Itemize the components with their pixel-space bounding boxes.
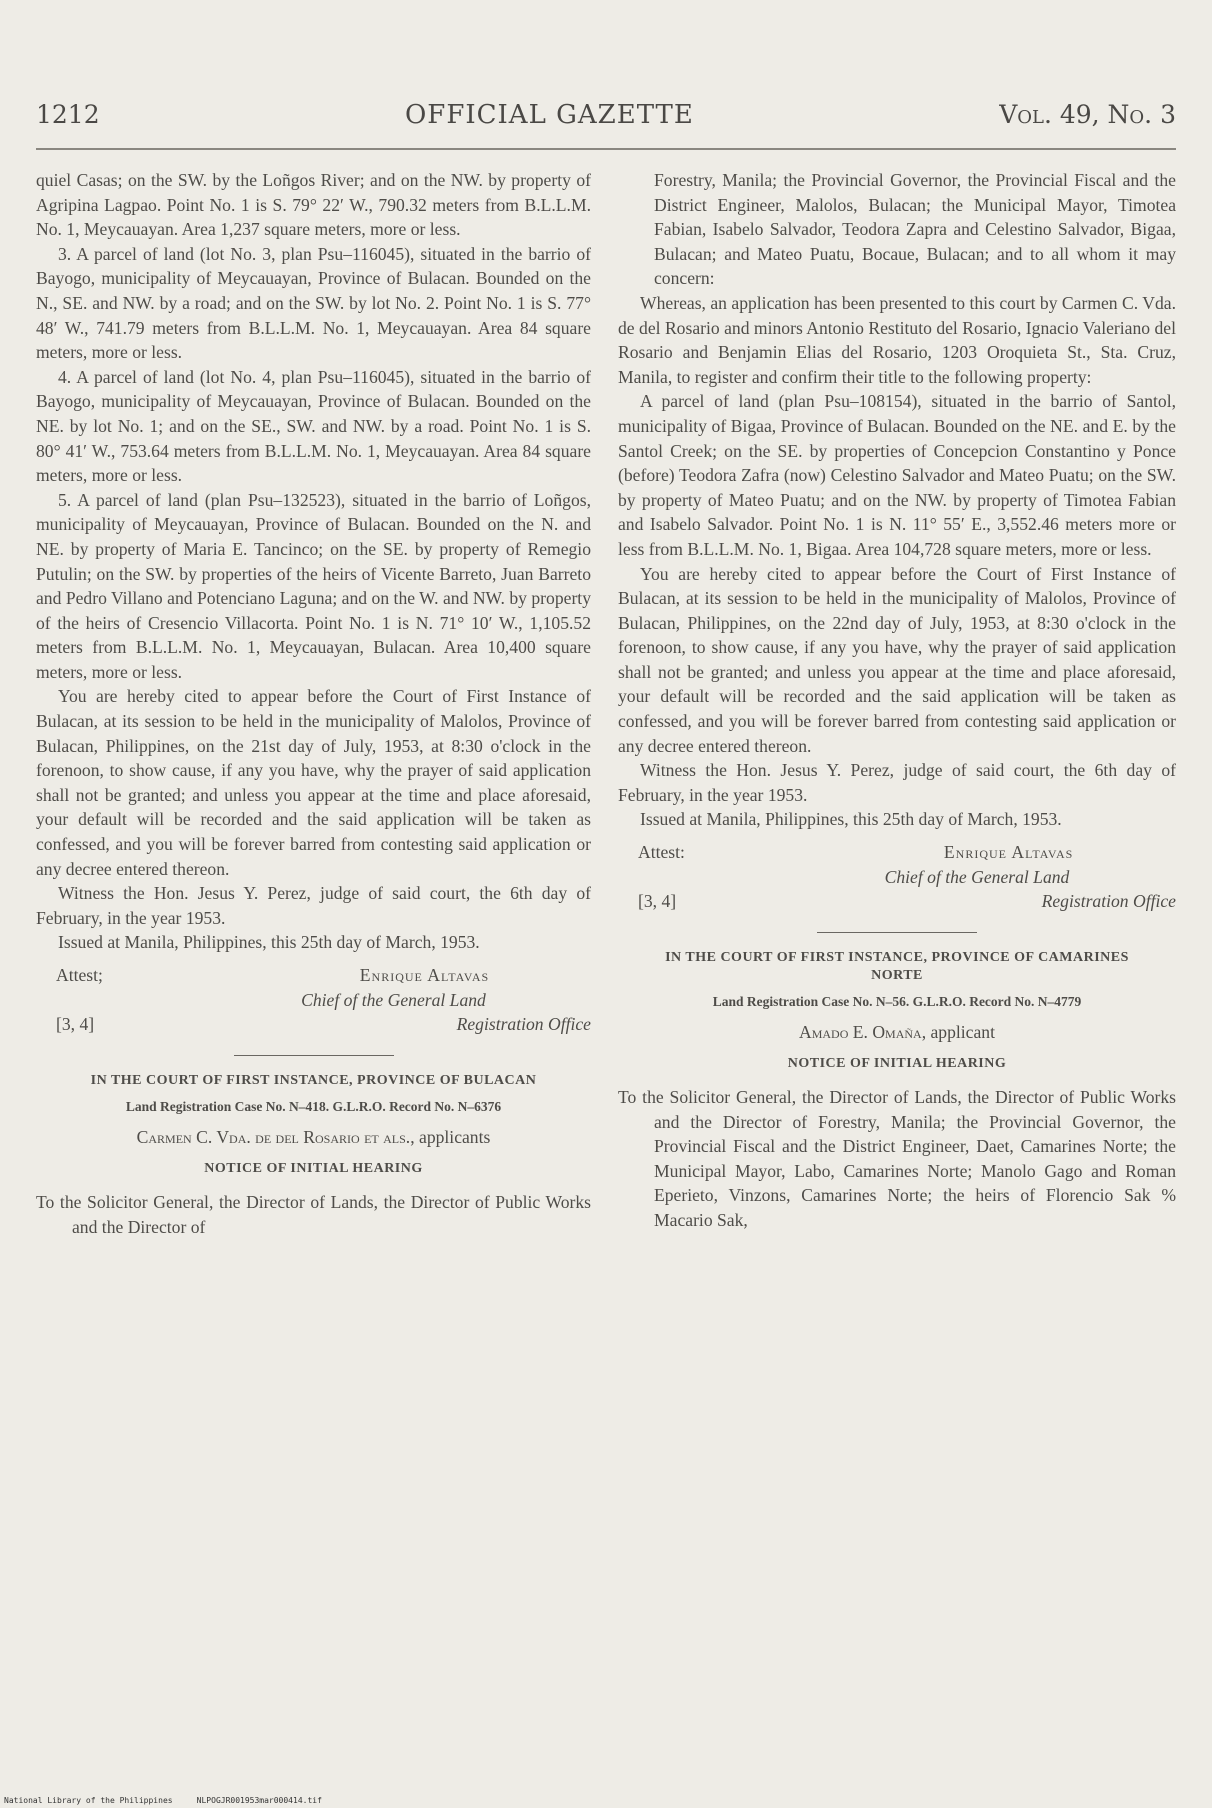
paragraph: You are hereby cited to appear before the Court of First Instance of Bulacan, at its session to be held in the municipality of Malolos, Province of Bulacan, Philippines, on the 21st day of July, 1953, at 8:30 o'clock in the forenoon, to show cause, if any you have, why the prayer of said application shall not be granted; and unless you appear at the time and place aforesaid, your default will be recorded and the said application will be taken as confessed, and you will be forever barred from contesting said application or any decree entered thereon. [36, 686, 591, 879]
page-number: 1212 [36, 100, 100, 129]
left-column [36, 168, 591, 1239]
applicant-line [36, 1125, 591, 1150]
signer-office-line [618, 889, 1176, 914]
applicant-name: Amado E. Omaña, [799, 1021, 927, 1042]
paragraph: 5. A parcel of land (plan Psu–132523), situated in the barrio of Loñgos, municipality of Meycauayan, Province of Bulacan. Bounded on the N. and NE. by property of Maria E. Tancinco; on the SE. by property of Remegio Putulin; on the SW. by properties of the heirs of Vicente Barreto, Juan Barreto and Pedro Villano and Potenciano Laguna; and on the W. and NW. by property of the heirs of Cresencio Villacorta. Point No. 1 is N. 71° 10′ W., 1,105.52 meters from B.L.L.M. No. 1, Meycauayan, Bulacan. Area 10,400 square meters, more or less. [36, 489, 591, 682]
source-library: National Library of the Philippines [4, 1796, 173, 1805]
paragraph: Witness the Hon. Jesus Y. Perez, judge of said court, the 6th day of February, in the year 1953. [618, 760, 1176, 805]
source-file: NLPOGJR001953mar000414.tif [196, 1796, 322, 1805]
issue-reference: [3, 4] [638, 891, 677, 912]
applicant-role: applicants [419, 1126, 491, 1147]
applicant-line [618, 1020, 1176, 1045]
paragraph: quiel Casas; on the SW. by the Loñgos River; and on the NW. by property of Agripina Lagpao. Point No. 1 is S. 79° 22′ W., 790.32 meters from B.L.L.M. No. 1, Meycauayan. Area 1,237 square meters, more or less. [36, 170, 591, 240]
paragraph: You are hereby cited to appear before the Court of First Instance of Bulacan, at its session to be held in the municipality of Malolos, Province of Bulacan, Philippines, on the 22nd day of July, 1953, at 8:30 o'clock in the forenoon, to show cause, if any you have, why the prayer of said application shall not be granted; and unless you appear at the time and place aforesaid, your default will be recorded and the said application will be taken as confessed, and you will be forever barred from contesting said application or any decree entered thereon. [618, 563, 1176, 756]
paragraph: Forestry, Manila; the Provincial Governor, the Provincial Fiscal and the District Engineer, Malolos, Bulacan; the Municipal Mayor, Timotea Fabian, Isabelo Salvador, Teodora Zapra and Celestino Salvador, Bigaa, Bulacan; and Mateo Puatu, Bocaue, Bulacan; and to all whom it may concern: [654, 170, 1176, 289]
attest-label: Attest: [638, 842, 685, 863]
court-heading: IN THE COURT OF FIRST INSTANCE, PROVINCE OF BULACAN [90, 1072, 537, 1088]
signer-name: Enrique Altavas [943, 842, 1074, 863]
scan-footer [4, 1796, 322, 1805]
issue-reference: [3, 4] [56, 1014, 95, 1035]
header-rule [36, 148, 1176, 150]
signer-title: Chief of the General Land [301, 989, 486, 1010]
signer-office: Registration Office [456, 1014, 591, 1035]
section-divider [817, 932, 977, 933]
addressee-paragraph: To the Solicitor General, the Director of Lands, the Director of Public Works and the Director of [36, 1191, 591, 1237]
publication-title: OFFICIAL GAZETTE [404, 100, 694, 130]
signer-title: Chief of the General Land [884, 866, 1070, 887]
notice-title: NOTICE OF INITIAL HEARING [787, 1056, 1007, 1072]
right-column [618, 168, 1176, 1233]
court-heading: IN THE COURT OF FIRST INSTANCE, PROVINCE OF CAMARINES NORTE [665, 949, 1129, 983]
attest-block [618, 840, 1176, 865]
signer-office-line [36, 1012, 591, 1037]
applicant-name: Carmen C. Vda. de del Rosario et als., [136, 1126, 415, 1147]
paragraph: 4. A parcel of land (lot No. 4, plan Psu–116045), situated in the barrio of Bayogo, municipality of Meycauayan, Province of Bulacan. Bounded on the NE. by lot No. 1; and on the SE., SW. and NW. by a road. Point No. 1 is S. 80° 41′ W., 753.64 meters from B.L.L.M. No. 1, Meycauayan. Area 84 square meters, more or less. [36, 366, 591, 486]
attest-label: Attest; [56, 965, 103, 985]
case-line: Land Registration Case No. N–56. G.L.R.O. Record No. N–4779 [712, 993, 1082, 1009]
signer-office: Registration Office [1041, 891, 1176, 912]
notice-title: NOTICE OF INITIAL HEARING [204, 1161, 423, 1177]
paragraph: Witness the Hon. Jesus Y. Perez, judge of said court, the 6th day of February, in the year 1953. [36, 883, 591, 928]
case-line: Land Registration Case No. N–418. G.L.R.O. Record No. N–6376 [125, 1098, 502, 1114]
volume-number: Vol. 49, No. 3 [999, 100, 1176, 129]
page-header [36, 100, 1176, 140]
signer-name: Enrique Altavas [359, 965, 490, 985]
attest-block [36, 963, 591, 988]
paragraph: Issued at Manila, Philippines, this 25th day of March, 1953. [58, 932, 480, 953]
paragraph: Whereas, an application has been presented to this court by Carmen C. Vda. de del Rosario and minors Antonio Restituto del Rosario, Ignacio Valeriano del Rosario and Benjamin Elias del Rosario, 1203 Oroquieta St., Sta. Cruz, Manila, to register and confirm their title to the following property: [618, 292, 1176, 387]
addressee-paragraph: To the Solicitor General, the Director of Lands, the Director of Public Works and the Director of Forestry, Manila; the Provincial Governor, the Provincial Fiscal and the District Engineer, Daet, Camarines Norte; the Municipal Mayor, Labo, Camarines Norte; Manolo Gago and Roman Eperieto, Vinzons, Camarines Norte; the heirs of Florencio Sak % Macario Sak, [618, 1087, 1176, 1230]
paragraph: Issued at Manila, Philippines, this 25th day of March, 1953. [640, 809, 1062, 830]
applicant-role: applicant [930, 1021, 995, 1042]
section-divider [234, 1055, 394, 1056]
paragraph: A parcel of land (plan Psu–108154), situated in the barrio of Santol, municipality of Bigaa, Province of Bulacan. Bounded on the NE. and E. by the Santol Creek; on the SE. by properties of Concepcion Constantino y Ponce (before) Teodora Zafra (now) Celestino Salvador and Mateo Puatu; on the SW. by property of Mateo Puatu; and on the NW. by property of Timotea Fabian and Isabelo Salvador. Point No. 1 is N. 11° 55′ E., 3,552.46 meters more or less from B.L.L.M. No. 1, Bigaa. Area 104,728 square meters, more or less. [618, 391, 1176, 559]
paragraph: 3. A parcel of land (lot No. 3, plan Psu–116045), situated in the barrio of Bayogo, municipality of Meycauayan, Province of Bulacan. Bounded on the N., SE. and NW. by a road; and on the SW. by lot No. 2. Point No. 1 is S. 77° 48′ W., 741.79 meters from B.L.L.M. No. 1, Meycauayan. Area 84 square meters, more or less. [36, 243, 591, 363]
